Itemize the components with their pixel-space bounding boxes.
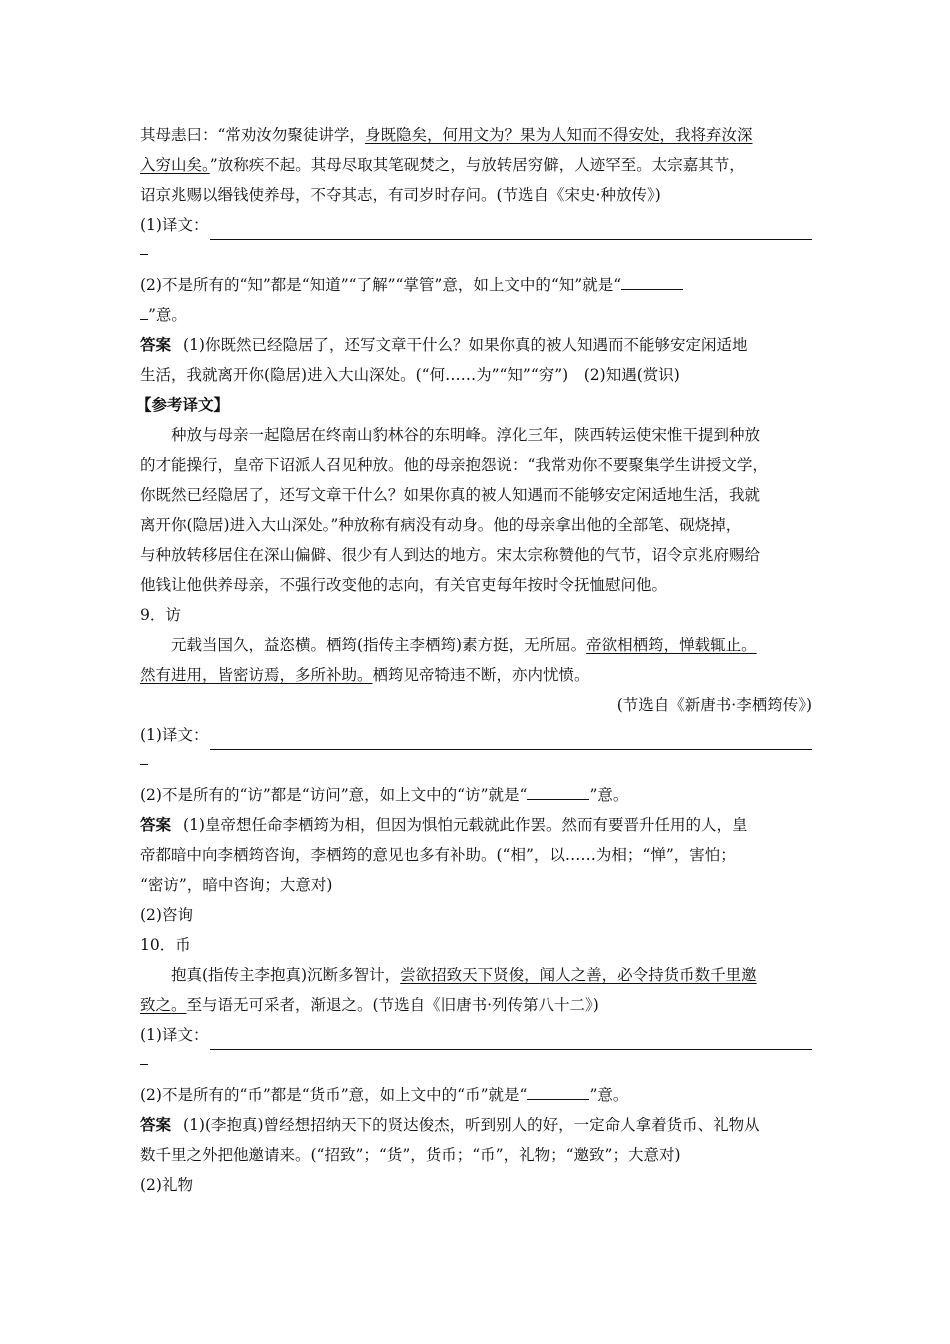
passage-text: 抱真(指传主李抱真)沉断多智计，: [171, 966, 401, 984]
reference-line: 的才能操行，皇帝下诏派人召见种放。他的母亲抱怨说：“我常劝你不要聚集学生讲授文学，: [140, 456, 768, 474]
fill-blank[interactable]: [527, 1081, 589, 1100]
fill-blank[interactable]: [527, 781, 589, 800]
passage-line: 诏京兆赐以缗钱使养母，不夺其志，有司岁时存问。(节选自《宋史·种放传》): [140, 186, 661, 204]
question-title: 10．币: [140, 936, 191, 954]
answer-line: 数千里之外把他邀请来。(“招致”；“货”，货币；“币”，礼物；“邀致”；大意对): [140, 1146, 681, 1164]
question-text: ”意。: [589, 786, 629, 804]
question-text: ”意。: [148, 306, 187, 324]
question-text: (2)不是所有的“访”都是“访问”意，如上文中的“访”就是“: [140, 786, 528, 804]
question-line: [140, 270, 812, 300]
question-line: [140, 1080, 812, 1110]
answer-text: (1)你既然已经隐居了，还写文章干什么？如果你真的被人知遇而不能够安定闲适地: [183, 336, 748, 354]
underlined-text: 然有进用，皆密访焉，多所补助。: [140, 666, 373, 684]
answer-blank-overflow: [140, 240, 812, 270]
fill-blank-tail: [140, 301, 148, 320]
answer-line: “密访”，暗中咨询；大意对): [140, 876, 333, 894]
question-text: (2)不是所有的“知”都是“知道”“了解”“掌管”意，如上文中的“知”就是“: [140, 276, 622, 294]
passage-text: 其母恚曰：“常劝汝勿聚徒讲学，: [140, 126, 365, 144]
passage-line: [140, 150, 812, 180]
passage-text: 栖筠见帝犄违不断，亦内忧愤。: [372, 666, 590, 684]
question-label: (1)译文：: [140, 216, 209, 234]
underlined-text: 致之。: [140, 996, 187, 1014]
answer-line: 帝都暗中向李栖筠咨询，李栖筠的意见也多有补助。(“相”，以……为相；“惮”，害怕；: [140, 846, 736, 864]
reference-line: 离开你(隐居)进入大山深处。”种放称有病没有动身。他的母亲拿出他的全部笔、砚烧掉，: [140, 516, 742, 534]
passage-line: [140, 120, 812, 150]
translation-row: [140, 720, 812, 750]
translation-row: [140, 210, 812, 240]
underlined-text: 尝欲招致天下贤俊，闻人之善，必令持货币数千里邀: [400, 966, 757, 984]
answer-blank-line[interactable]: [210, 219, 812, 240]
underlined-text: 帝欲相栖筠，惮载辄止。: [586, 636, 757, 654]
reference-translation-heading: 【参考译文】: [136, 396, 230, 414]
passage-line: [140, 630, 812, 660]
passage-line: [140, 660, 812, 690]
short-dash: [140, 1050, 148, 1065]
short-dash: [140, 240, 148, 255]
passage-line: [140, 990, 812, 1020]
translation-row: [140, 1020, 812, 1050]
reference-line: 种放与母亲一起隐居在终南山豹林谷的东明峰。淳化三年，陕西转运使宋惟干提到种放: [171, 426, 761, 444]
reference-line: 与种放转移居住在深山偏僻、很少有人到达的地方。宋太宗称赞他的气节，诏令京兆府赐给: [140, 546, 761, 564]
question-text: ”意。: [589, 1086, 629, 1104]
question-label: (1)译文：: [140, 726, 209, 744]
answer-line: 生活，我就离开你(隐居)进入大山深处。(“何……为”“知”“穷”) (2)知遇(赏识): [140, 366, 680, 384]
question-line: [140, 300, 812, 330]
answer-blank-line[interactable]: [210, 1029, 812, 1050]
answer-label: 答案: [140, 1116, 172, 1134]
answer-line: [140, 330, 812, 360]
answer-blank-overflow: [140, 750, 812, 780]
short-dash: [140, 750, 148, 765]
question-text: (2)不是所有的“币”都是“货币”意，如上文中的“币”就是“: [140, 1086, 528, 1104]
fill-blank[interactable]: [621, 271, 683, 290]
answer-label: 答案: [140, 336, 172, 354]
question-label: (1)译文：: [140, 1026, 209, 1044]
answer-text: (1)皇帝想任命李栖筠为相，但因为惧怕元载就此作罢。然而有要晋升任用的人，皇: [183, 816, 748, 834]
underlined-text: 入穷山矣。: [140, 156, 210, 174]
answer-line: (2)礼物: [140, 1176, 193, 1194]
reference-line: 你既然已经隐居了，还写文章干什么？如果你真的被人知遇而不能够安定闲适地生活，我就: [140, 486, 761, 504]
answer-line: [140, 810, 812, 840]
answer-line: [140, 1110, 812, 1140]
answer-blank-overflow: [140, 1050, 812, 1080]
passage-text: ”放称疾不起。其母尽取其笔砚焚之，与放转居穷僻，人迹罕至。太宗嘉其节，: [209, 156, 745, 174]
question-title: 9．访: [140, 606, 181, 624]
passage-text: 元载当国久，益恣横。栖筠(指传主李栖筠)素方挺，无所屈。: [171, 636, 587, 654]
underlined-text: 身既隐矣，何用文为？果为人知而不得安处，我将弃汝深: [364, 126, 753, 144]
document-page: [136, 120, 812, 1200]
question-line: [140, 780, 812, 810]
passage-line: [140, 960, 812, 990]
answer-line: (2)咨询: [140, 906, 193, 924]
answer-label: 答案: [140, 816, 172, 834]
answer-text: (1)(李抱真)曾经想招纳天下的贤达俊杰，听到别人的好，一定命人拿着货币、礼物从: [183, 1116, 760, 1134]
source-citation: (节选自《新唐书·李栖筠传》): [616, 696, 812, 714]
passage-text: 至与语无可采者，渐退之。(节选自《旧唐书·列传第八十二》): [186, 996, 599, 1014]
answer-blank-line[interactable]: [210, 729, 812, 750]
reference-line: 他钱让他供养母亲，不强行改变他的志向，有关官吏每年按时令抚恤慰问他。: [140, 576, 668, 594]
